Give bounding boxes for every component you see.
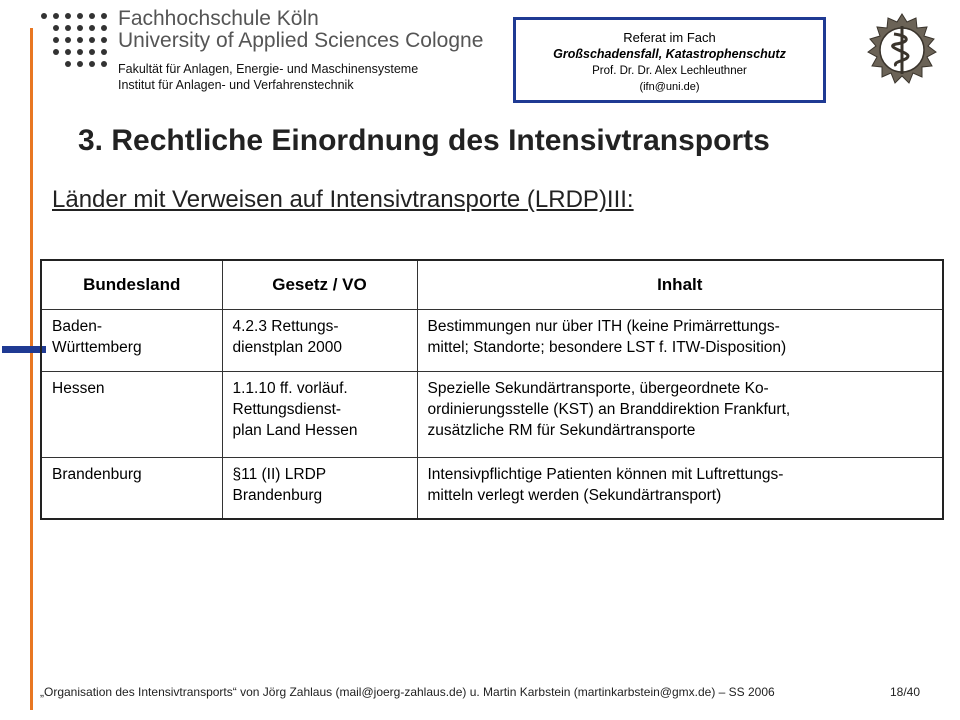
table-row	[41, 457, 943, 519]
cell-line: Brandenburg	[232, 486, 323, 504]
cell-line: Intensivpflichtige Patienten können mit Luftrettungs-	[427, 465, 784, 483]
referat-box	[513, 17, 826, 103]
dot-grid-logo-icon	[40, 10, 112, 70]
table-row	[41, 371, 943, 457]
cell-line: Spezielle Sekundärtransporte, übergeordnete Ko-	[427, 379, 769, 397]
header-bundesland: Bundesland	[41, 260, 222, 309]
left-accent-line	[30, 28, 33, 710]
cell-land	[41, 457, 222, 519]
cell-inhalt	[417, 309, 943, 371]
institute-name: Institut für Anlagen- und Verfahrenstechnik	[118, 78, 354, 92]
cell-line: Rettungsdienst-	[232, 400, 342, 418]
page-number: 18/40	[890, 685, 921, 699]
cell-line: plan Land Hessen	[232, 421, 358, 439]
staff-of-asclepius-gear-seal-icon	[862, 10, 942, 90]
referat-line-2: Großschadensfall, Katastrophenschutz	[553, 47, 786, 61]
logo-line-1: Fachhochschule Köln	[118, 7, 319, 30]
cell-land	[41, 309, 222, 371]
states-table	[40, 259, 944, 520]
referat-line-1: Referat im Fach	[623, 30, 716, 45]
cell-gesetz	[222, 371, 417, 457]
footer-text: „Organisation des Intensivtransports“ von Jörg Zahlaus (mail@joerg-zahlaus.de) u. Martin Karbstein (martinkarbstein@gmx.de) – SS 2006	[40, 685, 775, 699]
cell-line: Hessen	[52, 379, 105, 397]
cell-line: zusätzliche RM für Sekundärtransporte	[427, 421, 696, 439]
cell-line: 4.2.3 Rettungs-	[232, 317, 339, 335]
cell-line: Baden-	[52, 317, 102, 335]
cell-line: ordinierungsstelle (KST) an Branddirektion Frankfurt,	[427, 400, 791, 418]
cell-inhalt	[417, 457, 943, 519]
faculty-block	[118, 61, 418, 93]
table-header-row	[41, 260, 943, 309]
cell-inhalt	[417, 371, 943, 457]
cell-line: dienstplan 2000	[232, 338, 342, 356]
faculty-name: Fakultät für Anlagen, Energie- und Maschinensysteme	[118, 62, 419, 76]
cell-gesetz	[222, 309, 417, 371]
cell-line: 1.1.10 ff. vorläuf.	[232, 379, 348, 397]
cell-line: Bestimmungen nur über ITH (keine Primärrettungs-	[427, 317, 780, 335]
cell-line: Württemberg	[52, 338, 142, 356]
cell-line: Brandenburg	[52, 465, 142, 483]
cell-land	[41, 371, 222, 457]
referat-line-3: Prof. Dr. Dr. Alex Lechleuthner	[592, 65, 747, 77]
cell-gesetz	[222, 457, 417, 519]
slide-subtitle: Länder mit Verweisen auf Intensivtransporte (LRDP)III:	[52, 186, 634, 213]
referat-line-4: (ifn@uni.de)	[639, 81, 700, 93]
cell-line: mittel; Standorte; besondere LST f. ITW-Disposition)	[427, 338, 787, 356]
header-inhalt: Inhalt	[417, 260, 943, 309]
logo-line-2: University of Applied Sciences Cologne	[118, 29, 484, 52]
table-row	[41, 309, 943, 371]
university-logo-text	[118, 8, 483, 52]
cell-line: mitteln verlegt werden (Sekundärtransport)	[427, 486, 722, 504]
slide-title: 3. Rechtliche Einordnung des Intensivtransports	[78, 124, 770, 157]
header-gesetz: Gesetz / VO	[222, 260, 417, 309]
cell-line: §11 (II) LRDP	[232, 465, 327, 483]
